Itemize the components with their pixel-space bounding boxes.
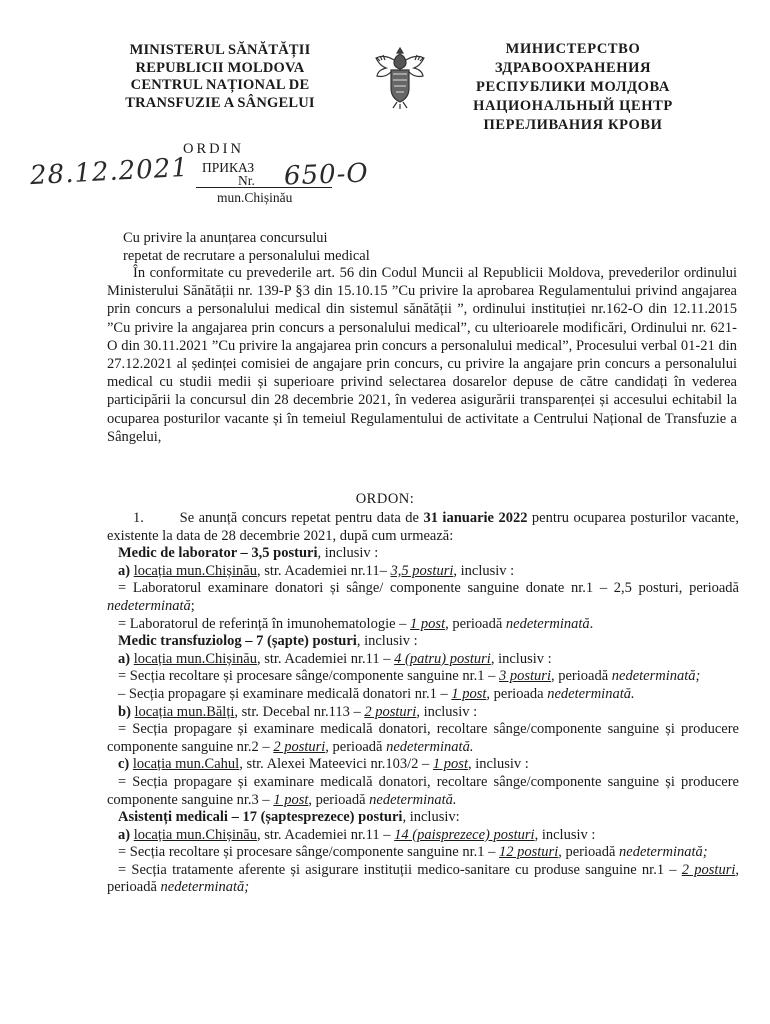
header-left-line: CENTRUL NAȚIONAL DE: [130, 77, 310, 93]
header-left: [100, 42, 340, 112]
preamble-paragraph: În conformitate cu prevederile art. 56 din Codul Muncii al Republicii Moldova, prevederilor ordinului Ministerului Sănătății nr. 139-P §3 din 15.10.15 ”Cu privire la aprobarea Regulamentului privind angajarea prin concurs a personalului medical din sistemul sănătății ”, ordinului instituției nr.162-O din 12.11.2015 ”Cu privire la angajarea prin concurs a personalului medical”, cu ulterioarele modificări, Ordinului nr. 621-O din 30.11.2021 ”Cu privire la angajarea prin concurs a personalului medical”, Procesului verbal 01-21 din 27.12.2021 al ședinței comisiei de angajare prin concurs, cu privire la angajare prin concurs a personalului medical cu studii medii și superioare privind selectarea dosarelor depuse de către candidați în vederea participării la concursul din 28 decembrie 2021, în vederea asigurării transparenței și accesului echitabil la ocuparea posturilor vacante și în temeiul Regulamentului de activitate a Centrului Național de Transfuzie a Sângelui,: [107, 265, 737, 445]
section-lab-title: Medic de laborator – 3,5 posturi, inclusiv :: [118, 545, 379, 562]
handwritten-order-number: 650-O: [283, 158, 370, 192]
header-left-line: MINISTERUL SĂNĂTĂȚII: [129, 42, 311, 58]
header-left-line: REPUBLICII MOLDOVA: [135, 59, 305, 76]
section-transfusion-title: Medic transfuziolog – 7 (șapte) posturi, inclusiv :: [118, 633, 418, 650]
order-subject: [123, 229, 370, 265]
section-nurses-title: Asistenți medicali – 17 (șaptesprezece) posturi, inclusiv:: [118, 809, 460, 826]
item-text: pentru ocuparea posturilor vacante, existente la data de 28 decembrie 2021, după cum urmează:: [107, 510, 739, 544]
item-1: [107, 510, 739, 545]
nurses-a-dept-2: = Secția tratamente aferente și asigurare instituții medico-sanitare cu produse sanguine nr.1 – 2 posturi, perioadă nedeterminată;: [107, 861, 739, 896]
header-right-line: НАЦИОНАЛЬНЫЙ ЦЕНТР: [473, 98, 673, 114]
order-number-label: Nr.: [238, 173, 255, 188]
transfusion-b-dept-1: = Secția propagare și examinare medicală donatori, recoltare sânge/componente sanguine și producere componente sanguine nr.2 – 2 posturi, perioadă nedeterminată.: [107, 721, 739, 755]
number-underline: [262, 187, 332, 188]
transfusion-location-c: c) locația mun.Cahul, str. Alexei Mateevici nr.103/2 – 1 post, inclusiv :: [118, 756, 529, 773]
header-right-line: РЕСПУБЛИКИ МОЛДОВА: [476, 79, 670, 95]
transfusion-location-a: a) locația mun.Chișinău, str. Academiei nr.11 – 4 (patru) posturi, inclusiv :: [118, 650, 552, 667]
subject-line: repetat de recrutare a personalului medical: [123, 248, 370, 264]
header-right-line: ЗДРАВООХРАНЕНИЯ: [494, 60, 652, 76]
transfusion-a-dept-1: = Secția recoltare și procesare sânge/componente sanguine nr.1 – 3 posturi, perioadă nedeterminată;: [118, 668, 701, 685]
header-right: [438, 40, 708, 135]
order-title-russian: ПРИКАЗ: [202, 160, 255, 175]
order-title: ORDIN: [183, 141, 244, 157]
item-number: 1.: [133, 510, 144, 526]
header-right-line: МИНИСТЕРСТВО: [505, 41, 641, 57]
transfusion-location-b: b) locația mun.Bălți, str. Decebal nr.113 – 2 posturi, inclusiv :: [118, 703, 478, 720]
ordon-heading: ORDON:: [355, 491, 415, 507]
lab-a-dept-2: = Laboratorul de referință în imunohematologie – 1 post, perioadă nedeterminată.: [118, 615, 594, 632]
transfusion-c-dept-1: = Secția propagare și examinare medicală donatori, recoltare sânge/componente sanguine și producere componente sanguine nr.3 – 1 post, perioadă nedeterminată.: [107, 773, 739, 808]
preamble: [107, 264, 737, 446]
item-text: Se anunță concurs repetat pentru data de: [179, 510, 424, 526]
nurses-location-a: a) locația mun.Chișinău, str. Academiei nr.11 – 14 (paisprezece) posturi, inclusiv :: [118, 826, 596, 843]
header-left-line: TRANSFUZIE A SÂNGELUI: [125, 94, 315, 111]
lab-location-a: a) locația mun.Chișinău, str. Academiei nr.11– 3,5 posturi, inclusiv :: [118, 562, 515, 579]
subject-line: Cu privire la anunțarea concursului: [123, 230, 328, 246]
lab-a-dept-1: = Laboratorul examinare donatori și sânge/ componente sanguine donate nr.1 – 2,5 posturi, perioadă nedeterminată;: [107, 580, 739, 614]
competition-date: 31 ianuarie 2022: [423, 510, 528, 526]
transfusion-a-dept-2: – Secția propagare și examinare medicală donatori nr.1 – 1 post, perioada nedeterminată.: [118, 685, 635, 702]
handwritten-date: 28.12.2021: [29, 152, 190, 192]
nurses-a-dept-1: = Secția recoltare și procesare sânge/componente sanguine nr.1 – 12 posturi, perioadă nedeterminată;: [118, 844, 708, 861]
header-right-line: ПЕРЕЛИВАНИЯ КРОВИ: [483, 117, 663, 133]
order-items: [107, 510, 739, 897]
date-underline: [196, 187, 262, 188]
order-city: mun.Chișinău: [217, 190, 293, 205]
coat-of-arms-emblem-icon: [373, 44, 427, 110]
